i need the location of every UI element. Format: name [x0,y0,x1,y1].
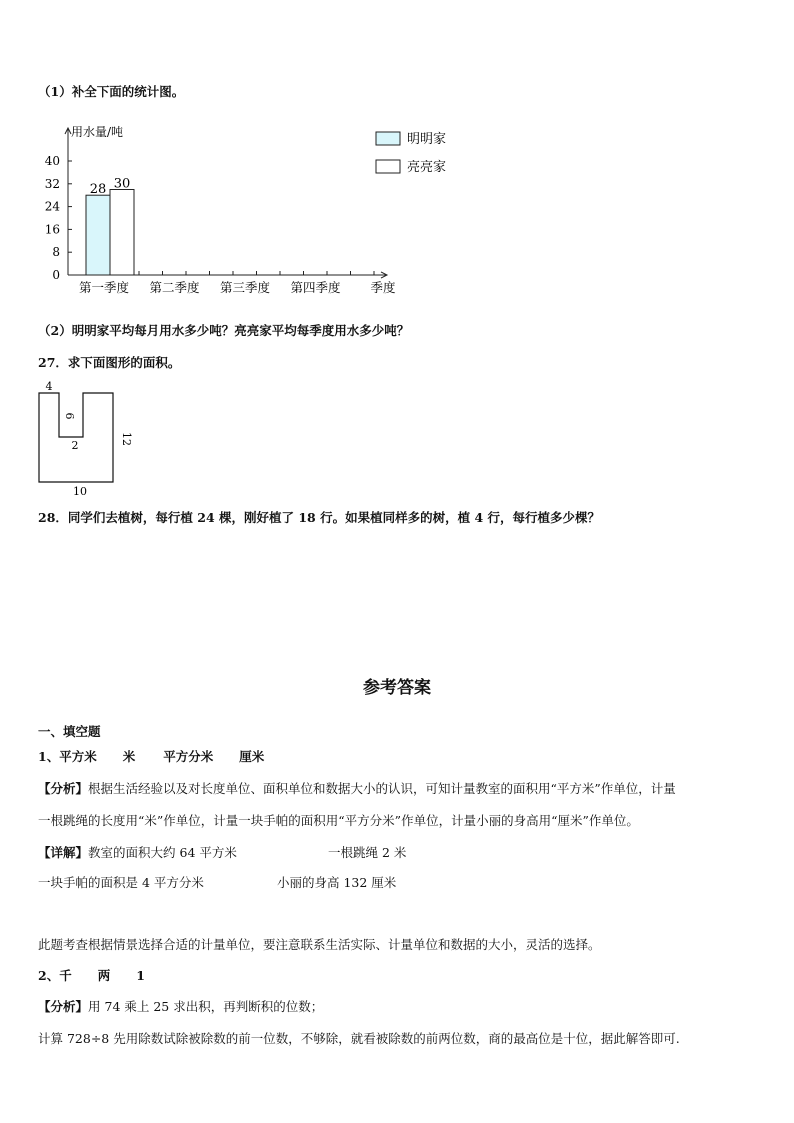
analysis-text: 用 74 乘上 25 求出积，再判断积的位数； [88,999,324,1014]
answer-2-num: 2、 [38,968,60,983]
answer-1-detail-line1 [38,845,407,861]
u-shape-figure [30,378,140,498]
y-tick-label: 0 [52,268,60,282]
dim-width: 10 [73,485,87,498]
y-tick-label: 16 [44,222,60,237]
answer-2-item: 千 [59,968,72,983]
x-tick-label: 第一季度 [78,280,130,295]
dim-slot-depth: 6 [63,412,76,420]
answer-2 [38,968,145,984]
x-tick-label: 第三季度 [219,280,271,295]
bar-value-label: 28 [89,182,107,198]
answer-1-analysis-line2: 一根跳绳的长度用“米”作单位，计量一块手帕的面积用“平方分米”作单位，计量小丽的身高用“厘米”作单位。 [38,813,639,828]
answer-1-summary: 此题考查根据情景选择合适的计量单位，要注意联系生活实际、计量单位和数据的大小，灵活的选择。 [38,937,601,952]
detail-text: 一根跳绳 2 米 [328,845,407,860]
bar-value-label: 30 [113,176,131,192]
dim-top-left: 4 [45,380,53,393]
answer-1-detail-line2 [38,875,638,891]
dim-slot-width: 2 [71,439,79,452]
analysis-tag: 【分析】 [38,781,89,796]
section-fill-in: 一、填空题 [38,724,101,739]
legend-label: 亮亮家 [407,160,447,175]
answer-2-analysis-line1 [38,999,323,1015]
answer-2-analysis-line2: 计算 728÷8 先用除数试除被除数的前一位数，不够除，就看被除数的前两位数，商的最高位是十位，据此解答即可. [38,1031,680,1046]
legend-swatch [376,160,400,173]
legend-label: 明明家 [407,132,447,147]
bar [86,195,110,275]
detail-text: 小丽的身高 132 厘米 [277,875,397,890]
water-usage-chart [35,118,455,308]
detail-text: 一块手帕的面积是 4 平方分米 [38,875,204,890]
answer-1-analysis-line1 [38,781,676,797]
y-tick-label: 8 [52,245,60,260]
legend-swatch [376,132,400,145]
answer-1 [38,749,264,765]
dim-height: 12 [120,432,133,446]
q28-question: 28．同学们去植树，每行植 24 棵，刚好植了 18 行。如果植同样多的树，植 4 行，每行植多少棵？ [38,510,600,525]
answers-title: 参考答案 [363,678,431,698]
q26-part1: （1）补全下面的统计图。 [38,84,185,99]
analysis-tag: 【分析】 [38,999,89,1014]
x-tick-label: 第二季度 [149,280,200,295]
y-tick-label: 40 [44,154,60,168]
y-tick-label: 24 [44,199,60,214]
answer-1-item: 米 [122,749,136,764]
detail-text: 教室的面积大约 64 平方米 [88,845,237,860]
q26-part2: （2）明明家平均每月用水多少吨？亮亮家平均每季度用水多少吨？ [38,323,410,338]
answer-1-item: 平方米 [59,749,97,764]
answer-1-item: 平方分米 [163,749,214,764]
answer-1-item: 厘米 [239,749,265,764]
analysis-text: 根据生活经验以及对长度单位、面积单位和数据大小的认识，可知计量教室的面积用“平方米”作单位，计量 [88,781,676,796]
answer-1-num: 1、 [38,749,60,764]
detail-tag: 【详解】 [38,845,89,860]
x-axis-label: 季度 [370,280,396,295]
answer-2-item: 1 [136,968,145,983]
y-tick-label: 32 [44,176,60,191]
q27-question: 27．求下面图形的面积。 [38,355,181,370]
answer-2-item: 两 [97,968,111,983]
bar [110,190,134,276]
x-tick-label: 第四季度 [290,280,341,295]
y-axis-label: 用水量/吨 [71,125,124,139]
u-shape-outline [39,393,113,482]
